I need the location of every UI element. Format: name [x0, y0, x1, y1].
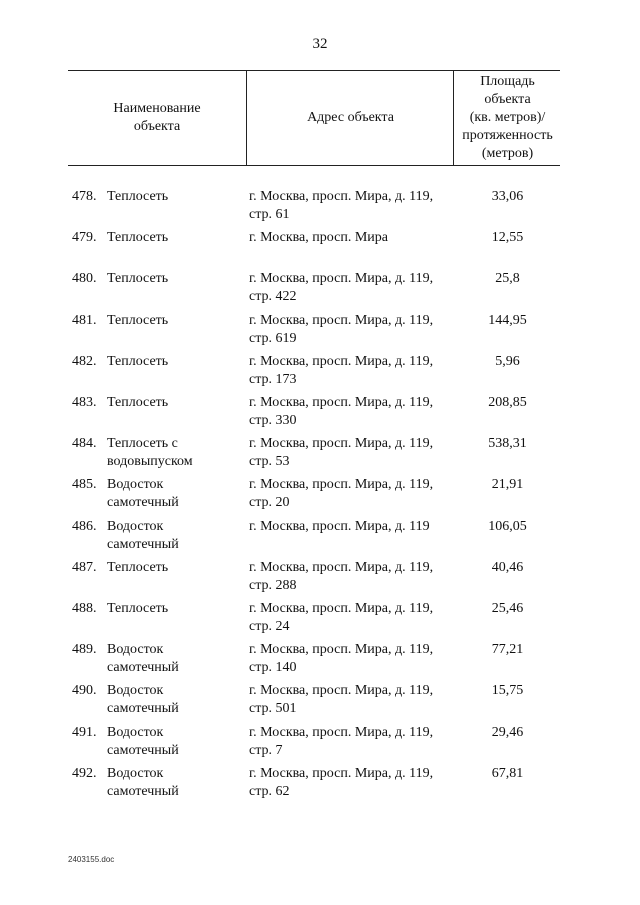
- table-row: [0, 765, 640, 806]
- row-address: г. Москва, просп. Мира: [249, 230, 388, 245]
- footer-filename: 2403155.doc: [68, 855, 115, 864]
- row-number: 483.: [72, 395, 97, 410]
- table-row: [0, 353, 640, 394]
- row-area: 15,75: [491, 683, 524, 698]
- table-row: [0, 518, 640, 559]
- row-number: 488.: [72, 601, 97, 616]
- row-name: Водосток самотечный: [107, 725, 179, 758]
- table-row: [0, 435, 640, 476]
- row-name: Теплосеть: [107, 230, 169, 245]
- table-header: [68, 70, 560, 166]
- row-name: Теплосеть: [107, 560, 169, 575]
- row-area: 33,06: [491, 189, 524, 204]
- row-address: г. Москва, просп. Мира, д. 119, стр. 288: [249, 560, 434, 593]
- row-name: Теплосеть: [107, 189, 169, 204]
- row-area: 5,96: [495, 354, 520, 369]
- table-row: [0, 600, 640, 641]
- row-number: 482.: [72, 354, 97, 369]
- table-row: [0, 724, 640, 765]
- row-name: Теплосеть: [107, 354, 169, 369]
- row-area: 144,95: [488, 313, 527, 328]
- row-area: 538,31: [488, 436, 527, 451]
- row-area: 29,46: [491, 725, 524, 740]
- row-number: 486.: [72, 519, 97, 534]
- row-area: 67,81: [491, 766, 524, 781]
- row-address: г. Москва, просп. Мира, д. 119, стр. 619: [249, 313, 434, 346]
- row-address: г. Москва, просп. Мира, д. 119, стр. 61: [249, 189, 434, 222]
- row-address: г. Москва, просп. Мира, д. 119, стр. 20: [249, 477, 434, 510]
- header-area-label: Площадь объекта (кв. метров)/ протяженность (метров): [462, 74, 553, 161]
- row-number: 487.: [72, 560, 97, 575]
- header-address-cell: [246, 71, 454, 165]
- row-address: г. Москва, просп. Мира, д. 119, стр. 330: [249, 395, 434, 428]
- row-number: 478.: [72, 189, 97, 204]
- row-number: 485.: [72, 477, 97, 492]
- table-row: [0, 476, 640, 517]
- row-area: 25,46: [491, 601, 524, 616]
- header-address-label: Адрес объекта: [307, 110, 394, 125]
- table-row: [0, 312, 640, 353]
- row-address: г. Москва, просп. Мира, д. 119, стр. 7: [249, 725, 434, 758]
- row-address: г. Москва, просп. Мира, д. 119, стр. 53: [249, 436, 434, 469]
- row-area: 106,05: [488, 519, 527, 534]
- row-address: г. Москва, просп. Мира, д. 119, стр. 24: [249, 601, 434, 634]
- row-number: 481.: [72, 313, 97, 328]
- table-row: [0, 270, 640, 311]
- header-name-cell: [68, 71, 246, 165]
- table-row: [0, 641, 640, 682]
- row-name: Теплосеть: [107, 313, 169, 328]
- row-name: Водосток самотечный: [107, 642, 179, 675]
- page-number: 32: [312, 36, 328, 52]
- row-name: Теплосеть: [107, 601, 169, 616]
- row-address: г. Москва, просп. Мира, д. 119, стр. 62: [249, 766, 434, 799]
- row-area: 40,46: [491, 560, 524, 575]
- row-name: Водосток самотечный: [107, 766, 179, 799]
- row-name: Водосток самотечный: [107, 683, 179, 716]
- table-row: [0, 682, 640, 723]
- row-address: г. Москва, просп. Мира, д. 119, стр. 173: [249, 354, 434, 387]
- row-address: г. Москва, просп. Мира, д. 119, стр. 140: [249, 642, 434, 675]
- table-row: [0, 559, 640, 600]
- row-area: 77,21: [491, 642, 524, 657]
- row-number: 479.: [72, 230, 97, 245]
- row-name: Водосток самотечный: [107, 519, 179, 552]
- row-area: 21,91: [491, 477, 524, 492]
- row-name: Теплосеть: [107, 271, 169, 286]
- row-number: 489.: [72, 642, 97, 657]
- row-number: 492.: [72, 766, 97, 781]
- row-area: 12,55: [491, 230, 524, 245]
- row-name: Теплосеть с водовыпуском: [107, 436, 193, 469]
- row-address: г. Москва, просп. Мира, д. 119: [249, 519, 430, 534]
- row-name: Теплосеть: [107, 395, 169, 410]
- header-area-cell: [453, 71, 561, 165]
- header-name-label: Наименование объекта: [113, 101, 201, 134]
- row-name: Водосток самотечный: [107, 477, 179, 510]
- row-number: 490.: [72, 683, 97, 698]
- table-row: [0, 394, 640, 435]
- table-row: [0, 229, 640, 270]
- row-area: 208,85: [488, 395, 527, 410]
- row-address: г. Москва, просп. Мира, д. 119, стр. 422: [249, 271, 434, 304]
- row-number: 491.: [72, 725, 97, 740]
- row-address: г. Москва, просп. Мира, д. 119, стр. 501: [249, 683, 434, 716]
- row-area: 25,8: [495, 271, 520, 286]
- row-number: 484.: [72, 436, 97, 451]
- row-number: 480.: [72, 271, 97, 286]
- table-row: [0, 188, 640, 229]
